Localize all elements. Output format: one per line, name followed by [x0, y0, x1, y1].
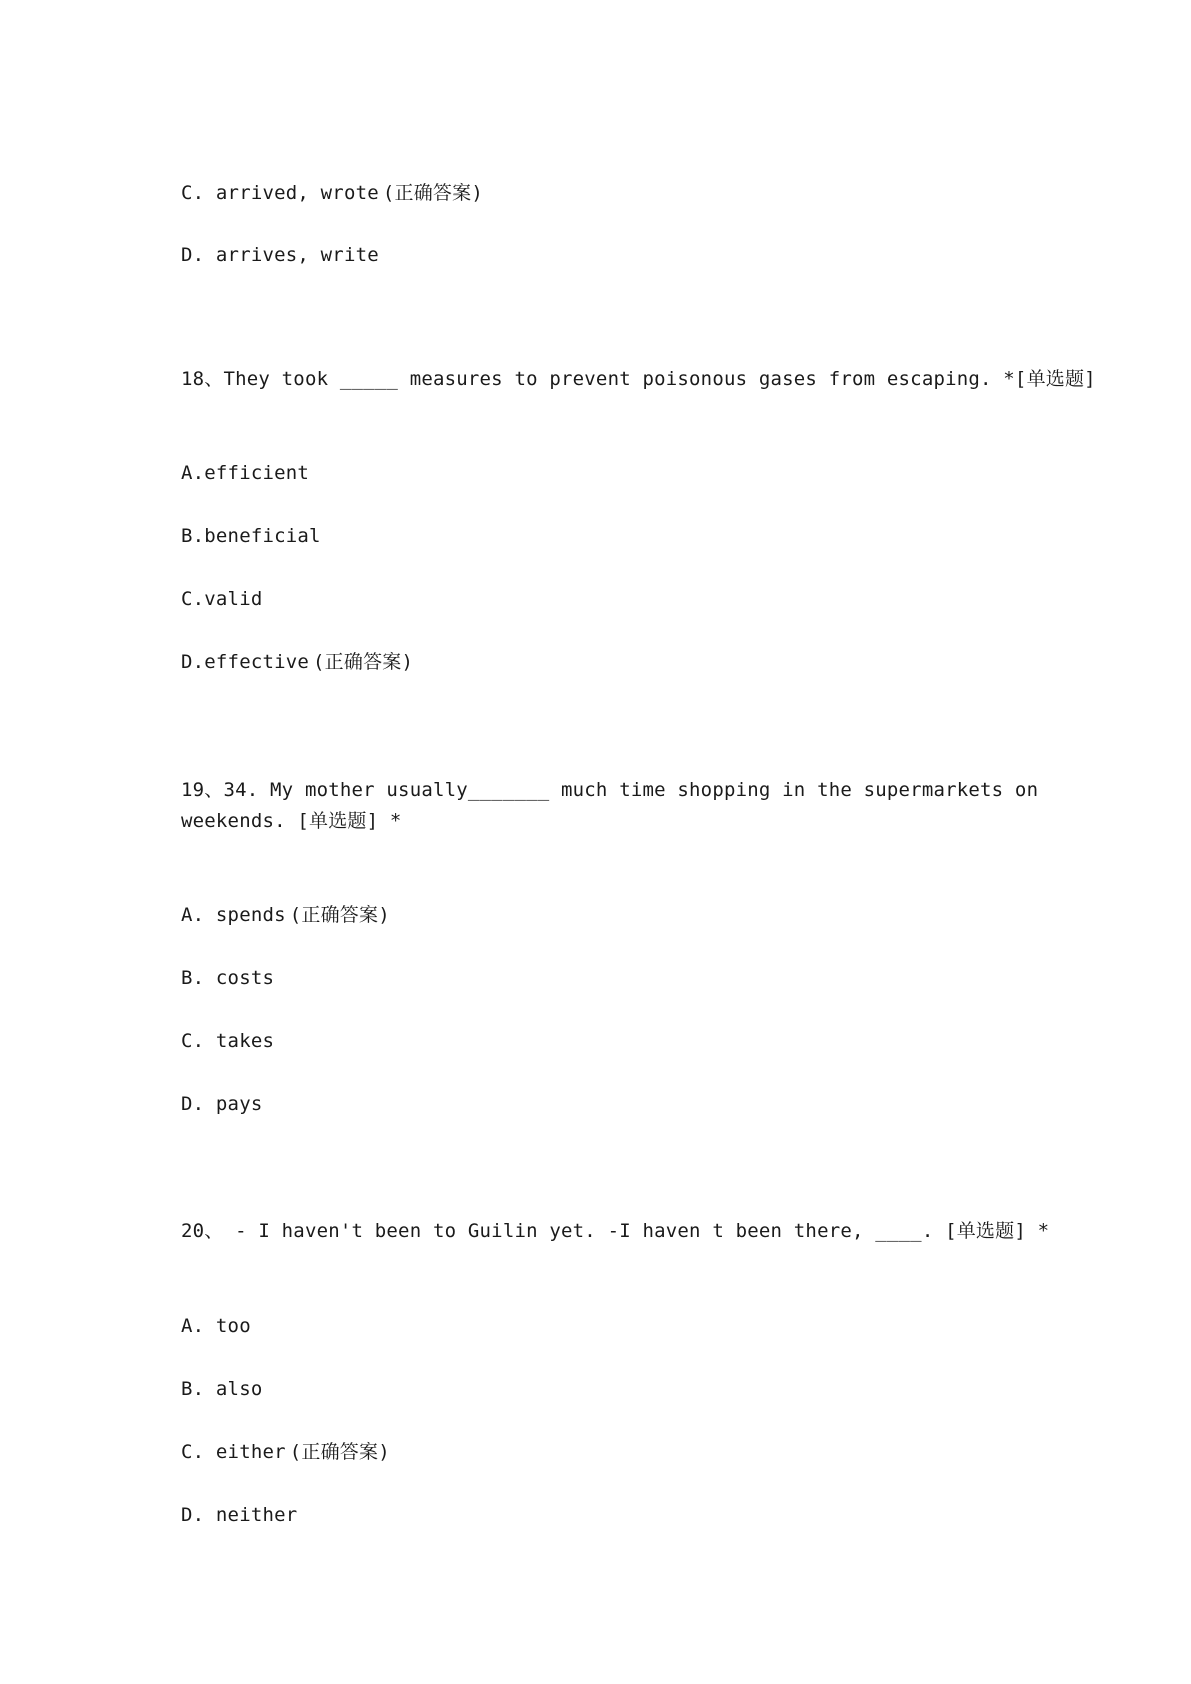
option-text: B. also — [181, 1378, 263, 1400]
q18-option-b — [181, 521, 321, 551]
option-text: A.efficient — [181, 462, 310, 484]
option-text: D. pays — [181, 1093, 263, 1115]
correct-answer-mark: (正确答案) — [313, 651, 414, 673]
q19-option-b — [181, 963, 274, 993]
option-text: C. either — [181, 1441, 286, 1463]
q20-option-b — [181, 1374, 262, 1404]
correct-answer-mark: (正确答案) — [289, 904, 390, 926]
option-text: C. takes — [181, 1030, 275, 1052]
option-text: C. arrived, wrote — [181, 182, 379, 204]
q20-option-c — [181, 1437, 390, 1467]
q18-question: 18、They took _____ measures to prevent poisonous gases from escaping. *[单选题] — [181, 368, 1096, 390]
option-text: D. neither — [181, 1504, 298, 1526]
option-text: D. arrives, write — [181, 244, 379, 266]
q17-option-c — [181, 178, 483, 208]
option-text: A. spends — [181, 904, 286, 926]
option-text: B. costs — [181, 967, 275, 989]
q17-option-d — [181, 240, 379, 270]
q19-option-d — [181, 1089, 262, 1119]
q19-question: 19、34. My mother usually_______ much time shopping in the supermarkets on weekends. [单选题] * — [181, 779, 1039, 832]
q18-option-a — [181, 458, 309, 488]
q19-option-c — [181, 1026, 274, 1056]
correct-answer-mark: (正确答案) — [382, 182, 483, 204]
option-text: D.effective — [181, 651, 310, 673]
q20-option-d — [181, 1500, 297, 1530]
q20-question: 20、 - I haven't been to Guilin yet. -I haven t been there, ____. [单选题] * — [181, 1220, 1050, 1242]
option-text: A. too — [181, 1315, 251, 1337]
option-text: C.valid — [181, 588, 263, 610]
correct-answer-mark: (正确答案) — [289, 1441, 390, 1463]
option-text: B.beneficial — [181, 525, 321, 547]
q20-option-a — [181, 1311, 251, 1341]
q18-option-c — [181, 584, 262, 614]
q19-option-a — [181, 900, 390, 930]
q18-option-d — [181, 647, 413, 677]
